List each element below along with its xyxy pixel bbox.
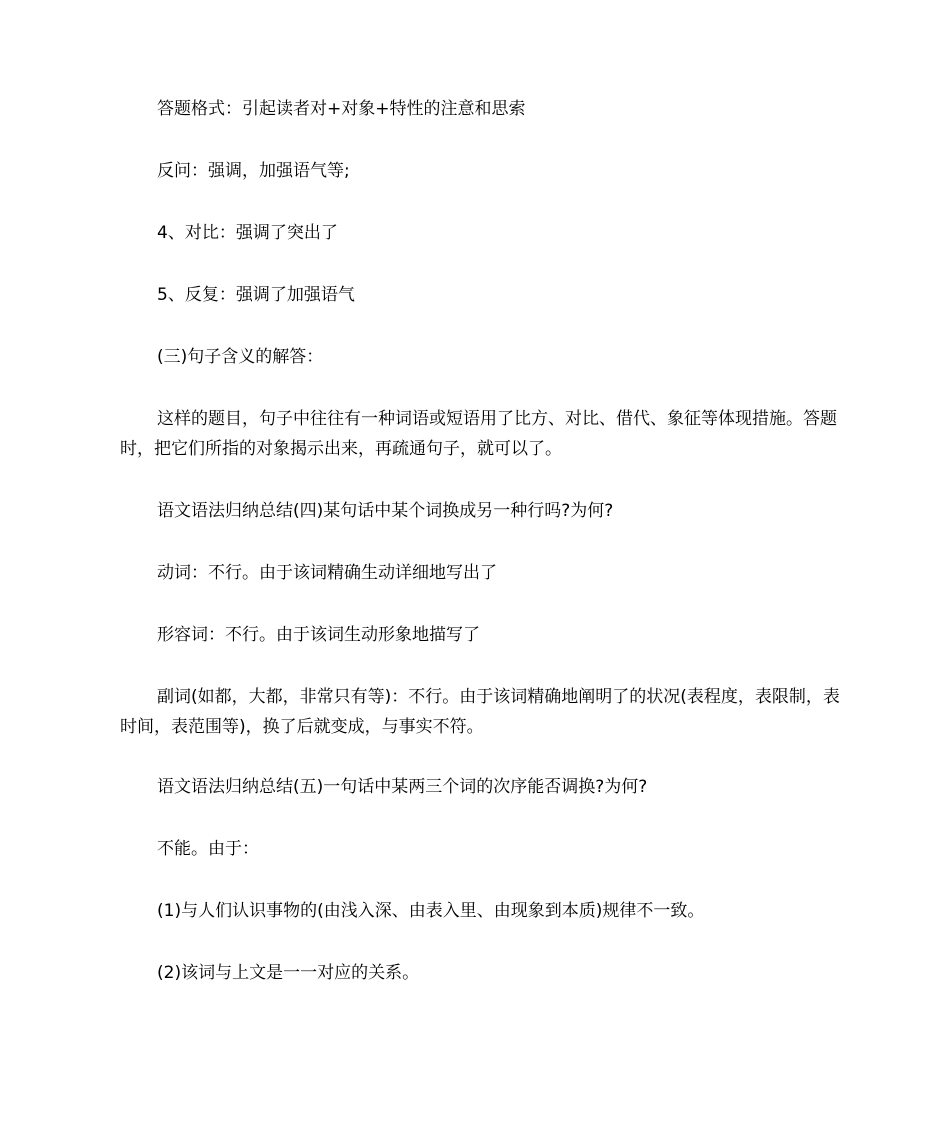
repetition-paragraph: 5、反复：强调了加强语气	[157, 285, 355, 305]
verb-paragraph: 动词：不行。由于该词精确生动详细地写出了	[157, 563, 497, 583]
grammar-summary-four-heading: 语文语法归纳总结(四)某句话中某个词换成另一种行吗?为何?	[157, 501, 614, 521]
sentence-meaning-paragraph: 这样的题目，句子中往往有一种词语或短语用了比方、对比、借代、象征等体现措施。答题时，把它们所指的对象揭示出来，再疏通句子，就可以了。	[120, 409, 837, 459]
sentence-meaning-heading: (三)句子含义的解答：	[157, 347, 324, 367]
reason-two-paragraph: (2)该词与上文是一一对应的关系。	[157, 963, 420, 983]
grammar-summary-five-heading: 语文语法归纳总结(五)一句话中某两三个词的次序能否调换?为何?	[157, 777, 648, 797]
adverb-paragraph: 副词(如都，大都，非常只有等)：不行。由于该词精确地阐明了的状况(表程度，表限制，表时间，表范围等)，换了后就变成，与事实不符。	[120, 687, 840, 737]
cannot-paragraph: 不能。由于：	[157, 839, 259, 859]
reason-one-paragraph: (1)与人们认识事物的(由浅入深、由表入里、由现象到本质)规律不一致。	[157, 901, 705, 921]
rhetorical-question-paragraph: 反问：强调，加强语气等;	[157, 161, 350, 181]
adjective-paragraph: 形容词：不行。由于该词生动形象地描写了	[157, 625, 480, 645]
answer-format-paragraph: 答题格式：引起读者对+对象+特性的注意和思索	[157, 99, 526, 119]
contrast-paragraph: 4、对比：强调了突出了	[157, 223, 338, 243]
